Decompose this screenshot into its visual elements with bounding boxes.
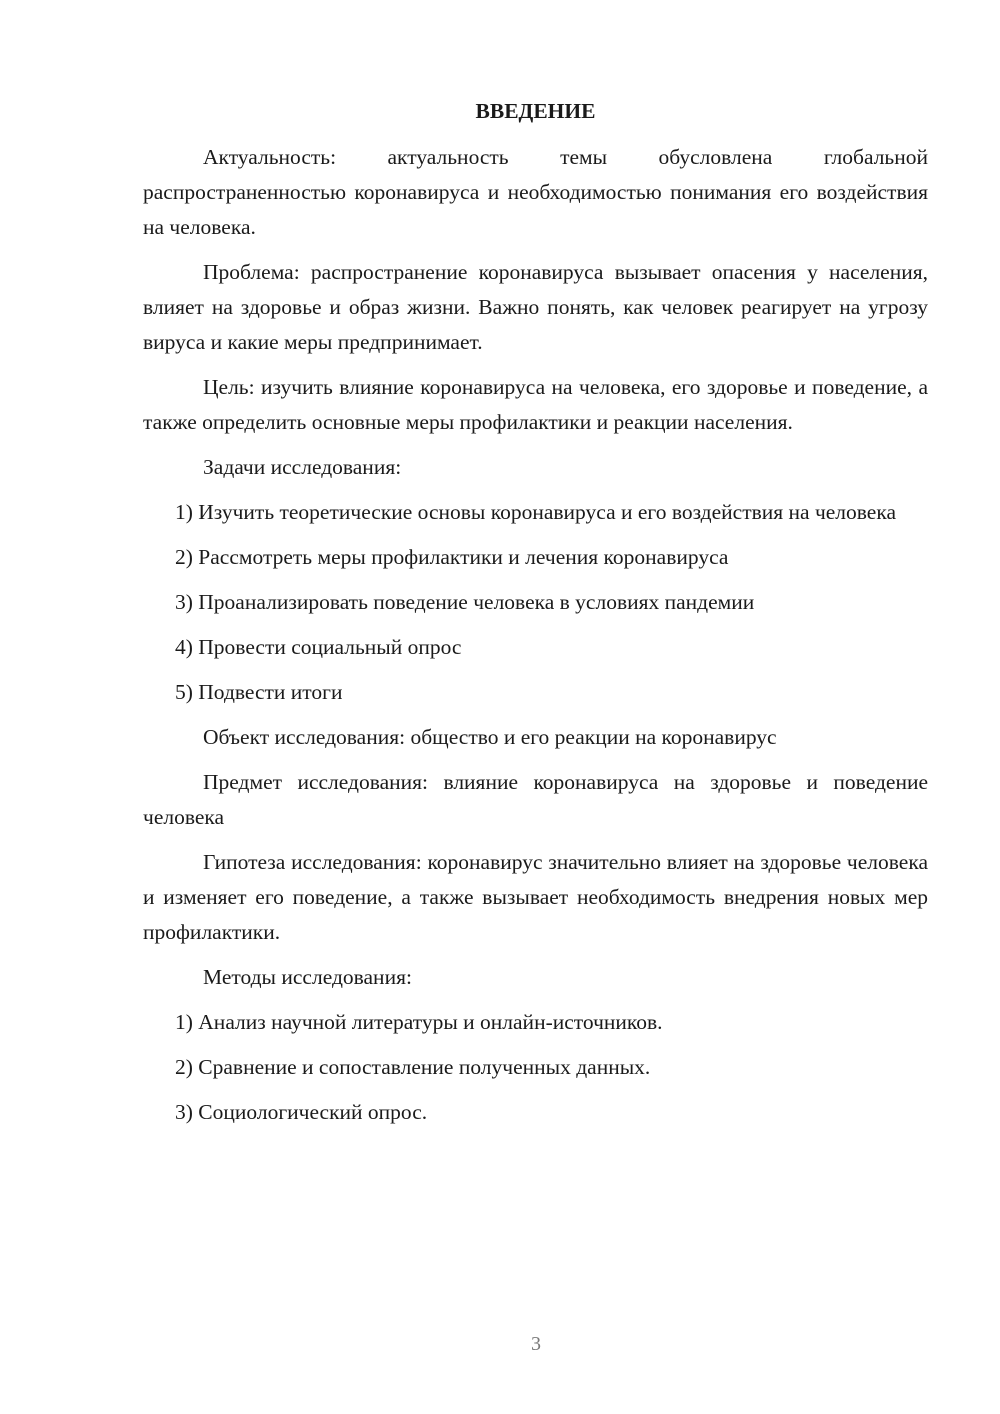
hypothesis-paragraph: Гипотеза исследования: коронавирус значительно влияет на здоровье человека и изменяет его поведение, а также вызывает необходимость внедрения новых мер профилактики. <box>143 850 928 944</box>
task-item: 1) Изучить теоретические основы коронавируса и его воздействия на человека <box>175 500 897 524</box>
goal-paragraph: Цель: изучить влияние коронавируса на человека, его здоровье и поведение, а также определить основные меры профилактики и реакции населения. <box>143 375 928 434</box>
task-item: 2) Рассмотреть меры профилактики и лечения коронавируса <box>175 545 729 569</box>
tasks-title: Задачи исследования: <box>203 455 402 479</box>
subject-paragraph: Предмет исследования: влияние коронавируса на здоровье и поведение человека <box>143 770 928 829</box>
problem-paragraph: Проблема: распространение коронавируса вызывает опасения у населения, влияет на здоровье и образ жизни. Важно понять, как человек реагирует на угрозу вируса и какие меры предпринимает. <box>143 260 928 354</box>
relevance-paragraph: Актуальность: актуальность темы обусловлена глобальной распространенностью коронавируса и необходимостью понимания его воздействия на человека. <box>143 145 928 239</box>
task-item: 5) Подвести итоги <box>175 680 343 704</box>
methods-title: Методы исследования: <box>203 965 412 989</box>
method-item: 3) Социологический опрос. <box>175 1100 428 1124</box>
method-item: 1) Анализ научной литературы и онлайн-источников. <box>175 1010 663 1034</box>
task-item: 3) Проанализировать поведение человека в условиях пандемии <box>175 590 755 614</box>
object-paragraph: Объект исследования: общество и его реакции на коронавирус <box>203 725 777 749</box>
page-number: 3 <box>531 1333 541 1355</box>
page-content <box>143 96 928 1140</box>
section-heading: ВВЕДЕНИЕ <box>475 99 596 123</box>
task-item: 4) Провести социальный опрос <box>175 635 462 659</box>
method-item: 2) Сравнение и сопоставление полученных данных. <box>175 1055 651 1079</box>
